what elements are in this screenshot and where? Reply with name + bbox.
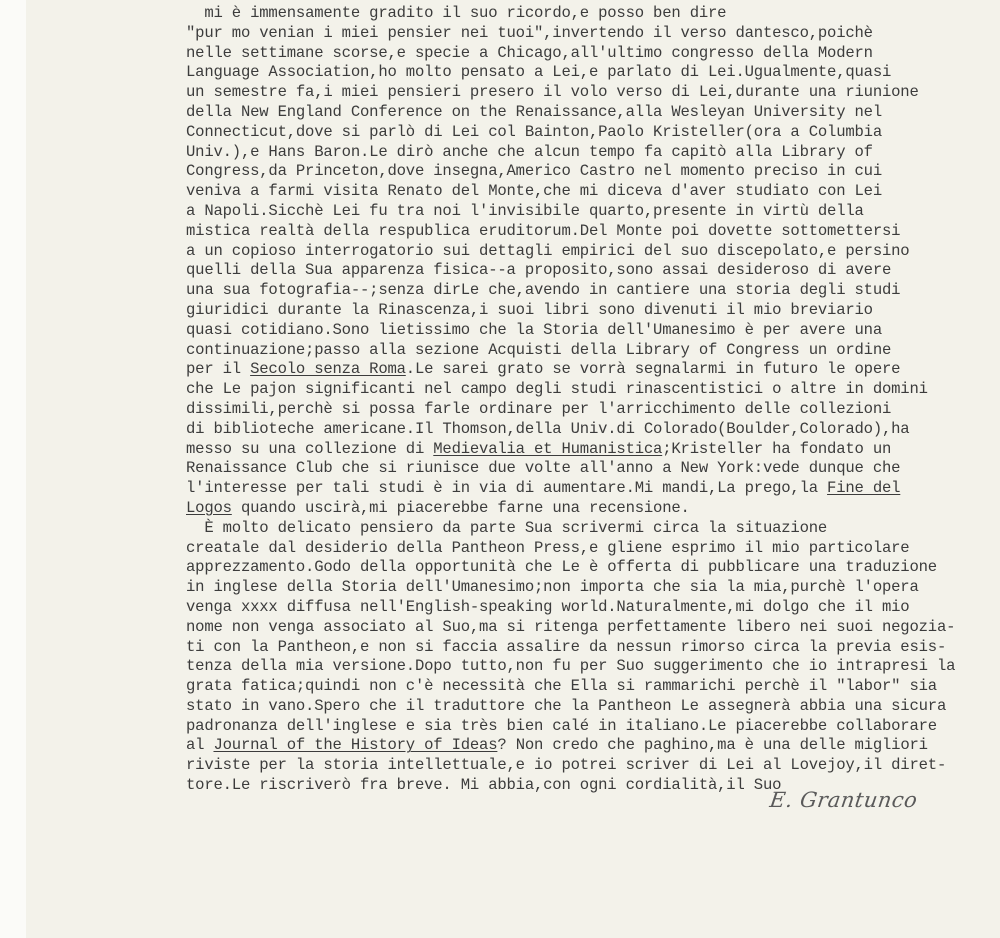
letter-body xyxy=(186,4,998,796)
line-text: a Napoli.Sicchè Lei fu tra noi l'invisibile quarto,presente in virtù della xyxy=(186,201,864,220)
line-text: in inglese della Storia dell'Umanesimo;non importa che sia la mia,purchè l'opera xyxy=(186,578,919,597)
letter-line xyxy=(186,123,998,143)
line-text: apprezzamento.Godo della opportunità che Le è offerta di pubblicare una traduzione xyxy=(186,558,937,577)
letter-line xyxy=(186,638,998,658)
line-text: giuridici durante la Rinascenza,i suoi libri sono divenuti il mio breviario xyxy=(186,300,873,319)
line-text: dissimili,perchè si possa farle ordinare per l'arricchimento delle collezioni xyxy=(186,399,892,418)
letter-line xyxy=(186,182,998,202)
letter-line xyxy=(186,321,998,341)
letter-line xyxy=(186,341,998,361)
letter-line xyxy=(186,440,998,460)
letter-line xyxy=(186,558,998,578)
line-text: Congress,da Princeton,dove insegna,Americo Castro nel momento preciso in cui xyxy=(186,162,882,181)
letter-line xyxy=(186,83,998,103)
line-text: un semestre fa,i miei pensieri presero il volo verso di Lei,durante una riunione xyxy=(186,83,919,102)
line-text: Connecticut,dove si parlò di Lei col Bainton,Paolo Kristeller(ora a Columbia xyxy=(186,122,882,141)
line-text: grata fatica;quindi non c'è necessità che Ella si rammarichi perchè il "labor" sia xyxy=(186,677,937,696)
letter-line xyxy=(186,756,998,776)
letter-line xyxy=(186,380,998,400)
letter-line xyxy=(186,677,998,697)
letter-line xyxy=(186,44,998,64)
line-text: ;Kristeller ha fondato un xyxy=(662,439,892,458)
line-text: per il xyxy=(186,360,251,379)
underlined-title: Logos xyxy=(186,498,232,517)
line-text: mi è immensamente gradito il suo ricordo,e posso ben dire xyxy=(204,4,727,22)
line-text: tenza della mia versione.Dopo tutto,non fu per Suo suggerimento che io intrapresi la xyxy=(186,657,956,676)
line-text: veniva a farmi visita Renato del Monte,che mi diceva d'aver studiato con Lei xyxy=(186,182,882,201)
line-text: Univ.),e Hans Baron.Le dirò anche che alcun tempo fa capitò alla Library of xyxy=(186,142,873,161)
line-text: al xyxy=(186,736,214,755)
underlined-title: Medievalia et Humanistica xyxy=(433,439,663,458)
handwritten-signature: E. Grantunco xyxy=(768,788,920,812)
letter-line xyxy=(186,697,998,717)
letter-line xyxy=(186,598,998,618)
letter-line xyxy=(186,657,998,677)
letter-line xyxy=(186,736,998,756)
letter-line xyxy=(186,162,998,182)
letter-line xyxy=(186,222,998,242)
letter-line xyxy=(186,578,998,598)
letter-line xyxy=(186,459,998,479)
letter-line xyxy=(186,63,998,83)
letter-line xyxy=(186,717,998,737)
line-text: quelli della Sua apparenza fisica--a proposito,sono assai desideroso di avere xyxy=(186,261,892,280)
letter-line xyxy=(186,499,998,519)
letter-line xyxy=(186,519,998,539)
page-margin-edge xyxy=(0,0,26,938)
letter-line xyxy=(186,618,998,638)
underlined-title: Fine del xyxy=(827,479,901,498)
line-text: riviste per la storia intellettuale,e io potrei scriver di Lei al Lovejoy,il diret- xyxy=(186,756,947,775)
line-text: ti con la Pantheon,e non si faccia assalire da nessun rimorso circa la previa esis- xyxy=(186,637,947,656)
line-text: Renaissance Club che si riunisce due volte all'anno a New York:vede dunque che xyxy=(186,459,901,478)
line-text: padronanza dell'inglese e sia très bien calé in italiano.Le piacerebbe collaborare xyxy=(186,716,937,735)
line-text: .Le sarei grato se vorrà segnalarmi in futuro le opere xyxy=(405,360,901,379)
line-text: una sua fotografia--;senza dirLe che,avendo in cantiere una storia degli studi xyxy=(186,281,901,300)
line-text: "pur mo venian i miei pensier nei tuoi",invertendo il verso dantesco,poichè xyxy=(186,23,873,42)
line-text: della New England Conference on the Renaissance,alla Wesleyan University nel xyxy=(186,102,882,121)
line-text: quasi cotidiano.Sono lietissimo che la Storia dell'Umanesimo è per avere una xyxy=(186,320,882,339)
line-text: a un copioso interrogatorio sui dettagli empirici del suo discepolato,e persino xyxy=(186,241,910,260)
letter-line xyxy=(186,261,998,281)
letter-line xyxy=(186,24,998,44)
line-text: di biblioteche americane.Il Thomson,della Univ.di Colorado(Boulder,Colorado),ha xyxy=(186,419,910,438)
letter-line xyxy=(186,242,998,262)
letter-line xyxy=(186,479,998,499)
line-text: continuazione;passo alla sezione Acquisti della Library of Congress un ordine xyxy=(186,340,892,359)
letter-line xyxy=(186,4,998,24)
letter-line xyxy=(186,400,998,420)
line-text: che Le pajon significanti nel campo degli studi rinascentistici o altre in domini xyxy=(186,380,928,399)
line-text: venga xxxx diffusa nell'English-speaking world.Naturalmente,mi dolgo che il mio xyxy=(186,597,910,616)
letter-line xyxy=(186,301,998,321)
line-text: creatale dal desiderio della Pantheon Press,e gliene esprimo il mio particolare xyxy=(186,538,910,557)
line-text: stato in vano.Spero che il traduttore che la Pantheon Le assegnerà abbia una sicura xyxy=(186,696,947,715)
underlined-title: Journal of the History of Ideas xyxy=(213,736,498,755)
line-text: l'interesse per tali studi è in via di aumentare.Mi mandi,La prego,la xyxy=(186,479,828,498)
line-text: tore.Le riscriverò fra breve. Mi abbia,con ogni cordialità,il Suo xyxy=(186,776,782,795)
line-text: mistica realtà della respublica eruditorum.Del Monte poi dovette sottomettersi xyxy=(186,221,901,240)
letter-line xyxy=(186,539,998,559)
letter-line xyxy=(186,103,998,123)
line-text: nelle settimane scorse,e specie a Chicago,all'ultimo congresso della Modern xyxy=(186,43,873,62)
line-text: messo su una collezione di xyxy=(186,439,434,458)
letter-line xyxy=(186,202,998,222)
letter-line xyxy=(186,281,998,301)
underlined-title: Secolo senza Roma xyxy=(250,360,406,379)
line-text: quando uscirà,mi piacerebbe farne una recensione. xyxy=(231,498,690,517)
letter-line xyxy=(186,420,998,440)
line-text: È molto delicato pensiero da parte Sua scrivermi circa la situazione xyxy=(204,518,828,537)
letter-line xyxy=(186,360,998,380)
line-text: Language Association,ho molto pensato a Lei,e parlato di Lei.Ugualmente,quasi xyxy=(186,63,892,82)
line-text: nome non venga associato al Suo,ma si ritenga perfettamente libero nei suoi negozia- xyxy=(186,617,956,636)
line-text: ? Non credo che paghino,ma è una delle migliori xyxy=(497,736,928,755)
letter-line xyxy=(186,143,998,163)
